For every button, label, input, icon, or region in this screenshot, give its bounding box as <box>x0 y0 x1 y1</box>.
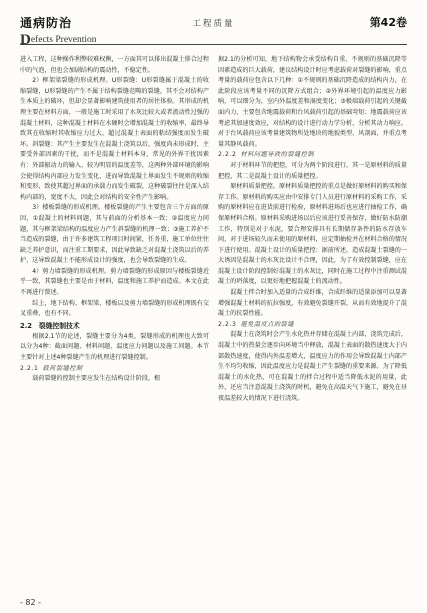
body-paragraph: 混凝土在浇筑时会产生水化热并存储在混凝土内部，浇筑完成后，混凝土中的热量会逐步向环境当中释放，混凝土表面的散热速度大于内部散热速度，使得内外温差增大，温度应力的作用会导致混凝土内部产生不均匀收缩，因此温度应力是混凝土产生裂缝的重要来源。为了降低混凝土的水化热，可在混凝土的拌合过程中适当降低水泥的用量，此外，还应当注意混凝土浇筑的时机，避免在高温天气下施工，避免在昼夜温差较大的情况下进行浇筑。 <box>218 331 407 402</box>
body-paragraph: 综上，地下结构、框架梁、楼板以及剪力墙裂缝的形成机理既有交叉重叠，也有不同。 <box>20 299 209 318</box>
subsection-title: 避免温度点的裂缝 <box>240 320 295 328</box>
body-paragraph: 4）剪力墙裂缝的形成机理。剪力墙裂缝的形成原因与楼板裂缝近乎一致，其裂缝也主要是由于材料，温度和施工养护而造成。本文在此不再进行赘述。 <box>20 267 209 297</box>
body-paragraph: 载荷裂缝的控制主要应发生在结构设计阶段，根 <box>32 375 161 383</box>
subsection-heading <box>20 364 209 375</box>
page-number: - 82 - <box>20 598 42 607</box>
subsection-number: 2.2.2 <box>218 151 237 159</box>
journal-title-en-initial: D <box>20 32 31 48</box>
right-column <box>218 55 407 590</box>
subsection-number: 2.2.3 <box>218 320 237 328</box>
subsection-title: 材料问题导致的裂缝控制 <box>240 151 315 159</box>
body-paragraph: 据2.1的分析可知，地下结构物会承受结构自重、不规则的基础沉降等因素造成的巨大载荷，建议结构设计时应考虑载荷对裂缝的影响，重点考量的载荷应包含以下几种：①不规则的基础沉降造成的结构内力，在此阶段应该考量不同的沉降方式组合；②外界环境引起的温度应力影响，可以细分为，室内外温度差和湿度变化；③极端载荷引起的关键截面内力，主要包含地震载荷和台风载荷引起的基础弯矩；地震载荷应该考虑其加速度效应，对结构的设计进行动力学分析，分析其动力响应。对于台风载荷应该考量建筑物所处地块的地貌类型、风剖面，并重点考量其静风载荷。 <box>218 56 407 148</box>
journal-title-en-rest: efects Prevention <box>30 35 97 45</box>
journal-title-cn: 通病防治 <box>20 16 73 30</box>
body-paragraph: 原材料质量把控。原材料质量把控的重点是做好原材料的购买和保存工作。原材料的购买应由中安排专门人员进行原材料的采购工作，采购的原材料应在进货前进行检验，原材料进场后也应进行抽检工作，确保原材料合格。原材料采购进场以后应该进行妥善保存，做好防水防潮工作，特别是对于水泥，要合理安排具有长期储存条件的防水存放车间，对于进场较久而未使用的原材料，应定期抽检并在材料合格的情况下进行使用。混凝土设计的质量把控：据前所述，造成混凝土裂缝的一大诱因是混凝土的水灰比设计不合理，因此，为了有效控制裂缝，应在混凝土设计阶段控制好混凝土的水灰比，同时在施工过程中注重测试混凝土的坍落度，以更好地把握混凝土的流动性。 <box>218 183 407 286</box>
body-paragraph: 进入工程，这种操作利弊较难权衡，一方面其可以排出混凝土排合过程中的气泡，但也会加剧结构的震动性，不稳定性。 <box>20 56 209 74</box>
body-paragraph: 根据2.1节的论述，裂缝主要分为4类，裂缝形成的机理也大致可以分为4种：截面问题、材料问题、温度应力问题以及施工问题。本节主要针对上述4种裂缝产生的机理进行裂缝控制。 <box>20 332 209 362</box>
body-paragraph: 2）框架梁裂缝的形成机理。U形裂缝：U形裂缝属于混凝土的收缩裂缝，U形裂缝的产生不属于结构裂缝范畴的裂缝，其不会对结构产生本质上的破坏，但却会显著影响建筑使用者的居住体验。其形成的机理主要在材料方面，一般是施工时采用了水灰比较大或者流动性过强的混凝土材料，这种混凝土材料在水硬时会增加混凝土的收缩率，最终导致其在收缩时其收缩应力过大，超过混凝土表面的粘结强度而发生破坏。斜裂缝：其产生主要发生在混凝土浇筑以后，强度尚未形成时，主要受外部因素的干扰，而不是混凝土材料本身，常见的外界干扰因素有：外部振动力的输入、较为明显的温度差等，这两种外部环境的影响会使得结构内部应力发生变化，进而导致混凝土界面发生不规则的收缩和变形，致使其超过界面的承载力而发生破裂，这种破裂往往是深入结构内部的，宽度不大，因此会对结构的安全性产生影响。 <box>20 77 209 201</box>
left-column <box>20 55 209 590</box>
body-paragraph: 混凝土拌合时加入适量的合成纤维，合成纤维的适量添加可以显著增强混凝土材料的抗拉强度，有效避免裂缝开裂，从而有效地提升了混凝土的抗裂性能。 <box>218 289 407 318</box>
section-heading: 2.2 裂缝控制技术 <box>20 321 80 330</box>
subsection-heading <box>218 150 407 161</box>
body-paragraph: 对于材料环节的把控，可分为两个阶段进行，其一是原材料的质量把控，其二是混凝土设计的质量把控。 <box>218 161 407 180</box>
header-rule <box>20 44 407 45</box>
journal-title-en <box>20 32 97 49</box>
subsection-heading <box>218 320 407 331</box>
subsection-number: 2.2.1 <box>20 364 39 372</box>
volume-label: 第42卷 <box>369 16 407 29</box>
section-title: 工程质量 <box>192 19 235 29</box>
subsection-title: 载荷裂缝控制 <box>42 364 83 372</box>
body-paragraph: 3）楼板裂缝的形成机理。楼板裂缝的产生主要包含三个方面的原因，①混凝土的材料问题，其与前面的分析基本一致；②温度应力问题，其与框架梁结构的温度应力产生斜裂缝的机理一致；③施工养护不当造成的裂缝，由于许多建筑工程项目时间紧，任务重，施工单位往往缺乏养护意识，而注重工期要求，因此导致缺乏对混凝土浇筑以后的养护，这导致混凝土不能形成设计的强度，也会导致裂缝的生成。 <box>20 204 209 265</box>
